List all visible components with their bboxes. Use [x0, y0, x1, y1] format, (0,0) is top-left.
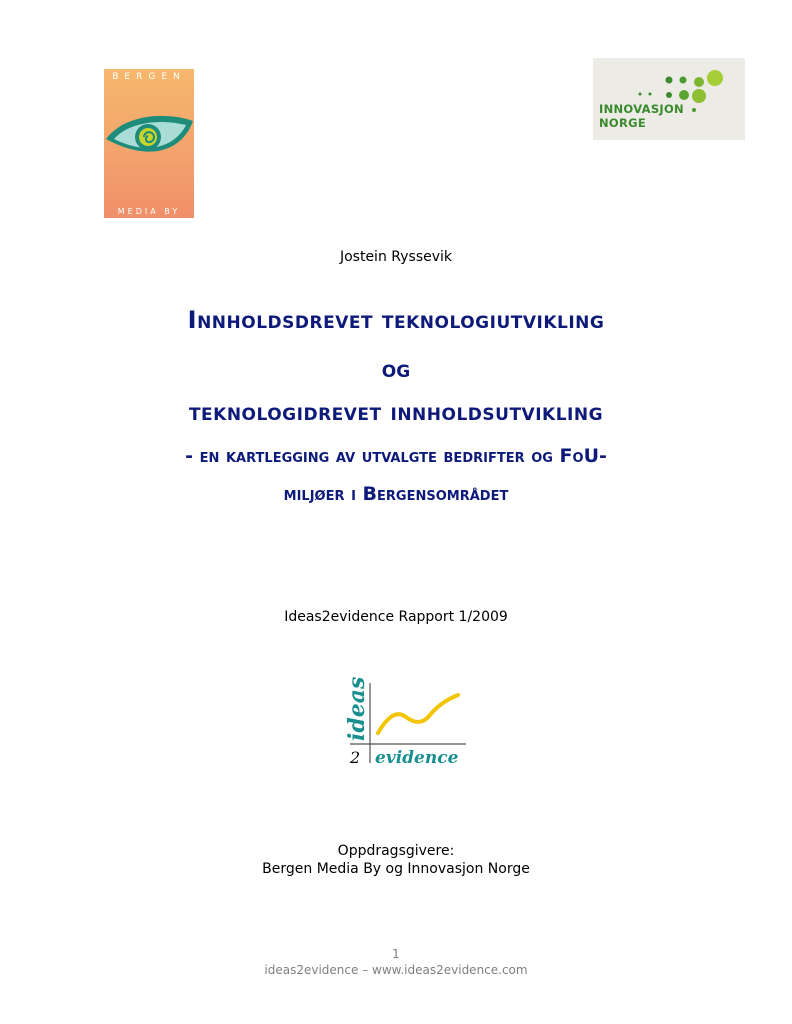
title-line-1: Innholdsdrevet teknologiutvikling [187, 306, 605, 334]
subtitle-line-2: miljøer i Bergensområdet [283, 483, 509, 505]
footer-text: ideas2evidence – www.ideas2evidence.com [264, 963, 528, 977]
clients-label: Oppdragsgivere: [337, 843, 455, 859]
author-name: Jostein Ryssevik [339, 249, 453, 265]
eye-icon [104, 107, 194, 169]
title-line-2: og [381, 355, 411, 383]
clients-names: Bergen Media By og Innovasjon Norge [262, 861, 530, 877]
logo-word-ideas: ideas [344, 676, 370, 741]
logo-digit: 2 [350, 748, 361, 767]
growth-chart-icon [340, 675, 470, 770]
bergen-media-by-logo [104, 69, 194, 218]
subtitle-line-1: - en kartlegging av utvalgte bedrifter og FoU- [185, 445, 607, 467]
ideas2evidence-logo [340, 675, 470, 770]
logo-top-text: BERGEN [112, 72, 186, 82]
logo-word-evidence: evidence [375, 748, 459, 768]
logo-text-line2: NORGE [599, 116, 647, 130]
innovasjon-norge-logo [593, 58, 745, 140]
logo-text-line1: INNOVASJON [599, 102, 684, 116]
page-number: 1 [392, 947, 400, 961]
title-line-3: teknologidrevet innholdsutvikling [188, 398, 604, 426]
report-number: Ideas2evidence Rapport 1/2009 [284, 609, 508, 625]
logo-bottom-text: MEDIA BY [117, 207, 181, 216]
